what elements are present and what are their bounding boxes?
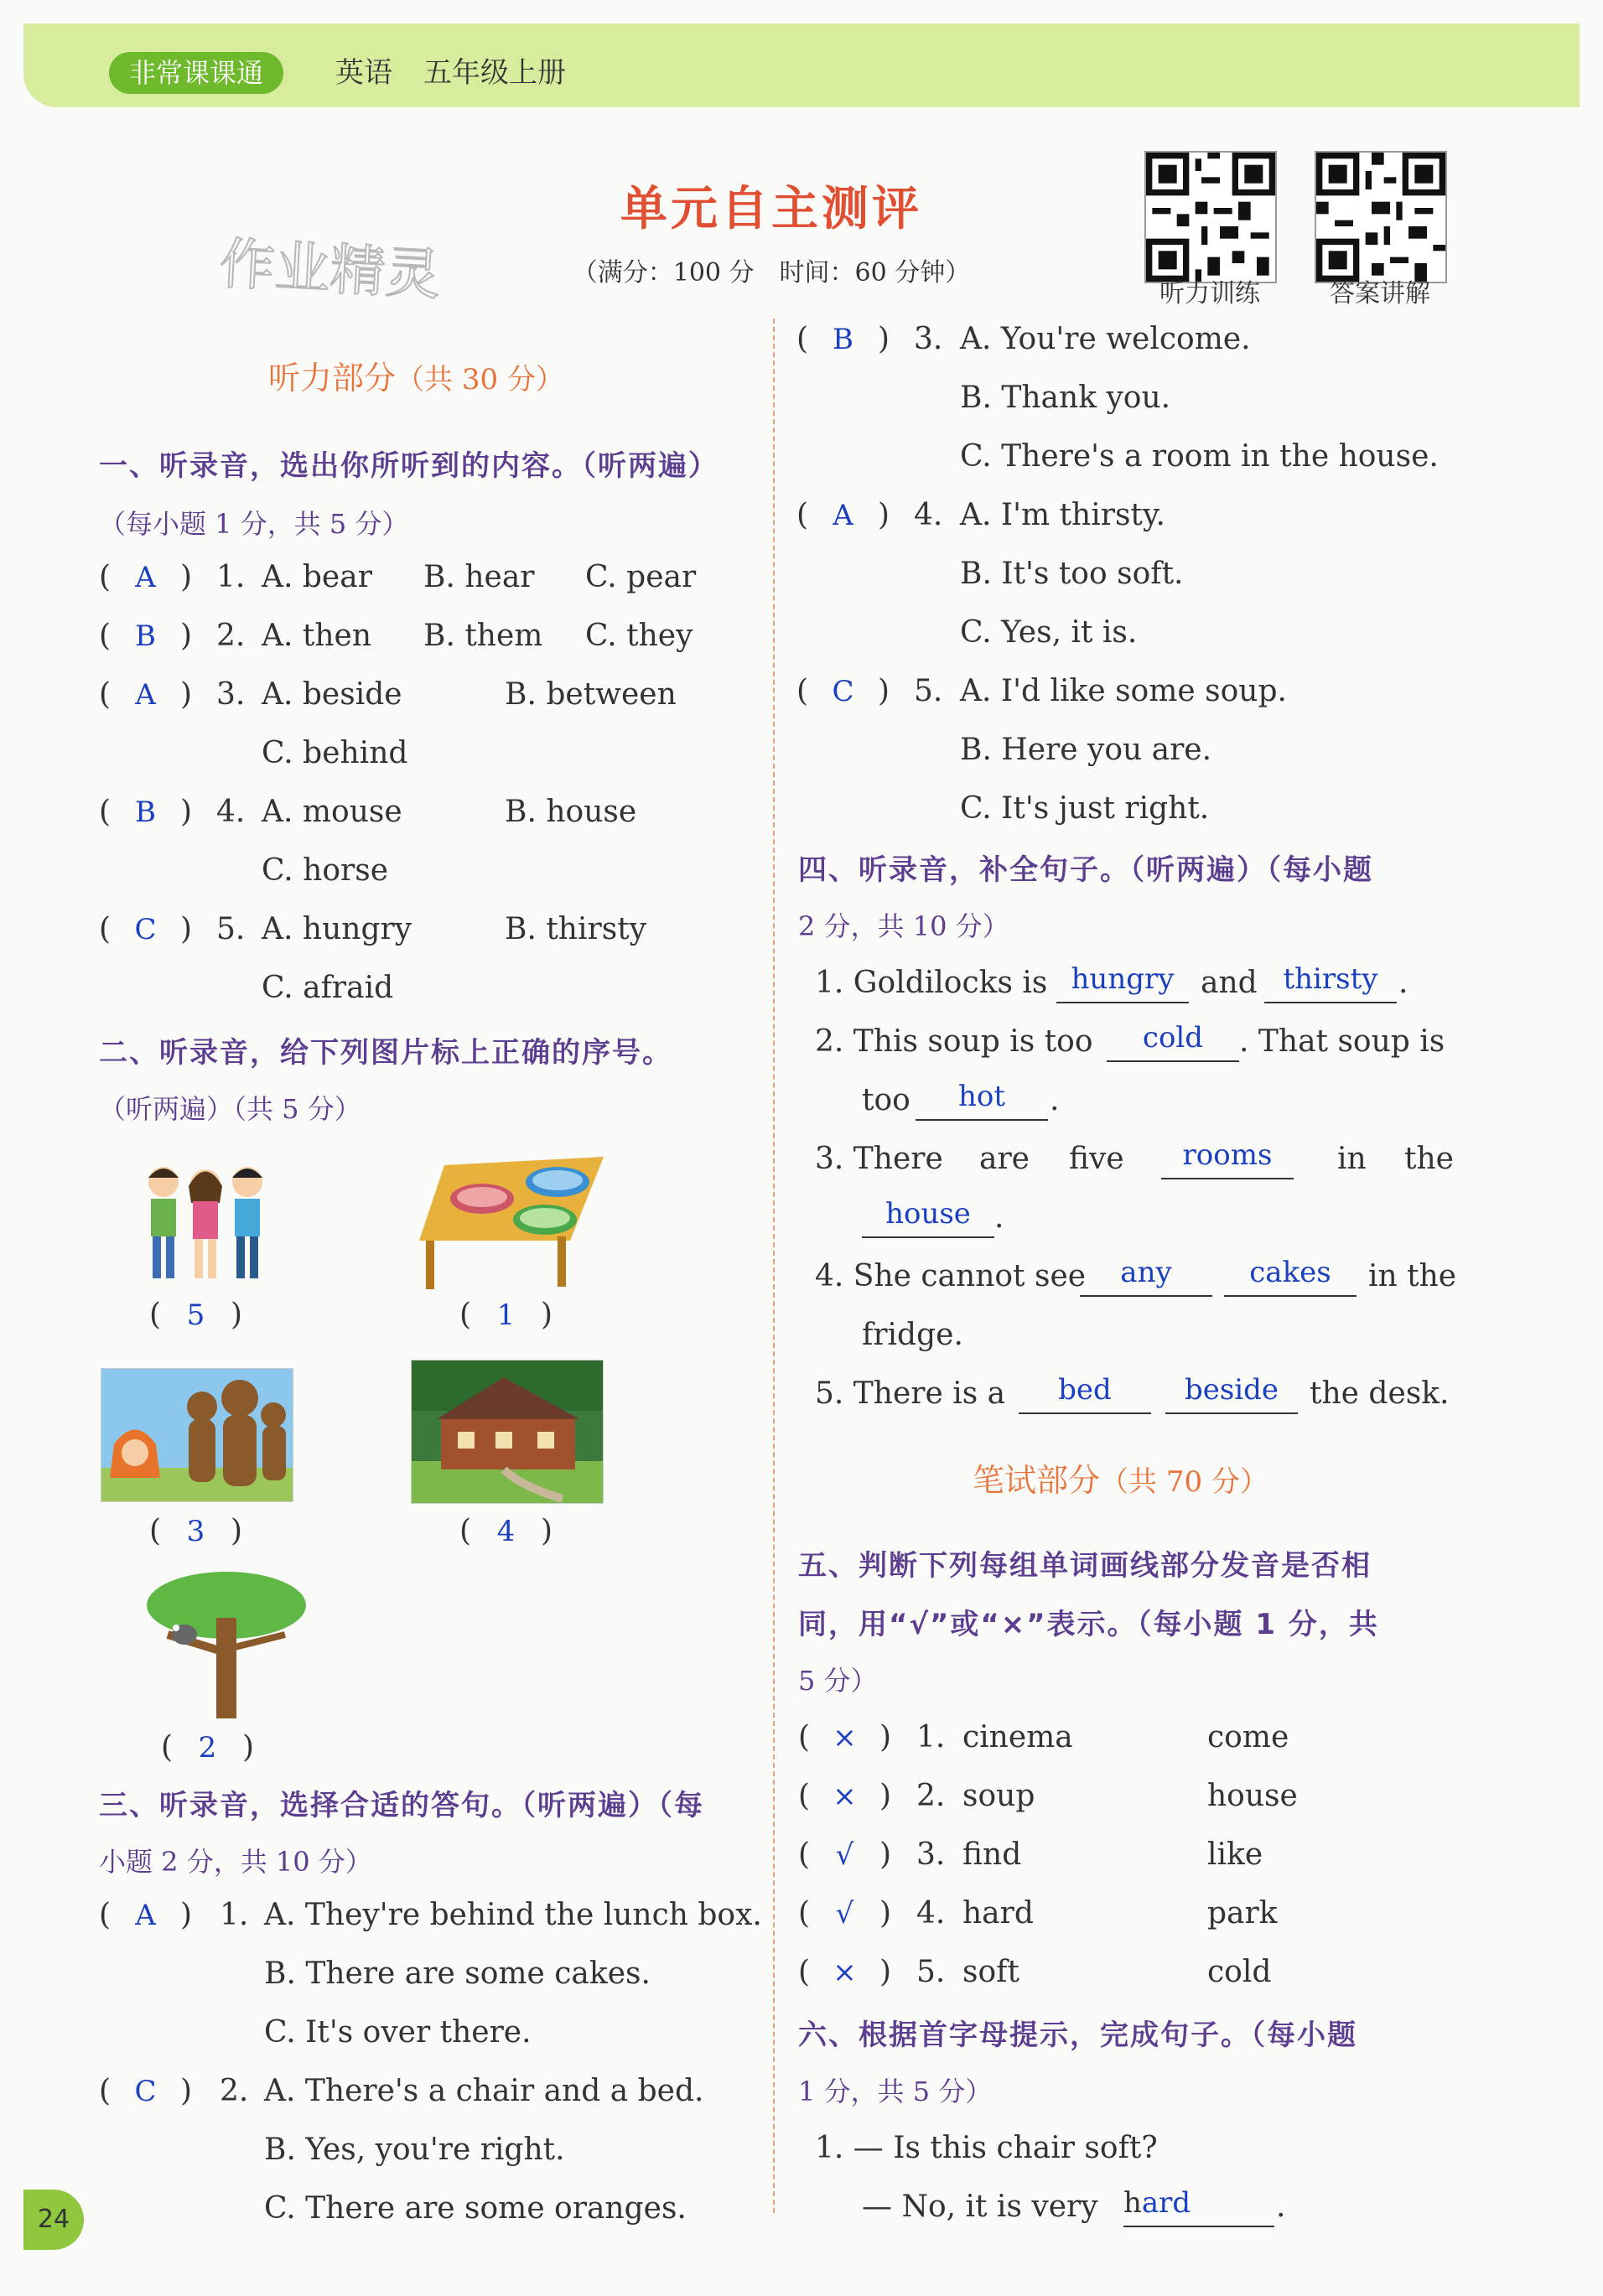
qr-label-listening: 听力训练: [1159, 279, 1260, 308]
answer: C: [134, 913, 157, 946]
q5-note: 5 分）: [798, 1665, 878, 1697]
picture-house: [411, 1360, 604, 1504]
word: are: [979, 1142, 1030, 1176]
option-b: B. between: [505, 677, 677, 712]
word-2: park: [1207, 1896, 1278, 1931]
word: the: [1404, 1142, 1454, 1176]
q5-item-2: ( × ): [798, 1779, 891, 1813]
answer: 2: [198, 1731, 217, 1765]
q4-s1-pre: 1. Goldilocks is: [815, 966, 1048, 1000]
q5-item-3: ( √ ): [798, 1837, 891, 1872]
answer: A: [833, 499, 853, 532]
option-a: A. You're welcome.: [960, 322, 1251, 356]
item-number: 2.: [216, 619, 246, 653]
q6-note: 1 分，共 5 分）: [798, 2076, 993, 2107]
punct: .: [1398, 966, 1408, 1000]
brand-badge: 非常课课通: [109, 52, 283, 94]
option-b: B. Yes, you're right.: [264, 2133, 565, 2167]
answer: A: [135, 1899, 156, 1932]
answer: ×: [833, 1721, 857, 1754]
blank[interactable]: cakes: [1224, 1253, 1357, 1297]
picture-bowls: [411, 1148, 612, 1291]
item-number: 1.: [916, 1720, 946, 1754]
item-number: 1.: [220, 1898, 249, 1932]
item-number: 2.: [916, 1779, 946, 1813]
blank[interactable]: any: [1080, 1253, 1212, 1297]
q4-s5-end: the desk.: [1310, 1376, 1450, 1411]
picture-4-answer: ( 4 ): [459, 1514, 552, 1548]
watermark: 作业精灵: [217, 231, 443, 308]
q2-note: （听两遍）（共 5 分）: [99, 1093, 361, 1125]
listening-heading: 听力部分: [268, 360, 397, 396]
q4-s2-mid: . That soup is: [1239, 1024, 1445, 1059]
blank[interactable]: rooms: [1161, 1136, 1294, 1179]
subject-label: 英语: [335, 56, 392, 90]
q4-s2-pre2: too: [862, 1083, 910, 1117]
writing-section-heading: [973, 1454, 1268, 1500]
q1-item-5: ( C ): [99, 912, 192, 946]
q2-title: 二、听录音，给下列图片标上正确的序号。: [99, 1036, 672, 1070]
listening-score: （共 30 分）: [396, 363, 564, 396]
q3-note: 小题 2 分，共 10 分）: [99, 1846, 372, 1878]
item-number: 3.: [914, 322, 943, 356]
option-c: C. afraid: [262, 971, 394, 1005]
blank[interactable]: cold: [1107, 1018, 1239, 1062]
option-a: A. mouse: [262, 795, 402, 829]
option-a: A. beside: [262, 677, 402, 712]
option-b: B. It's too soft.: [960, 557, 1184, 591]
grade-label: 五年级上册: [423, 56, 566, 90]
q5-title: 五、判断下列每组单词画线部分发音是否相: [798, 1549, 1372, 1583]
q1-item-4: ( B ): [99, 795, 192, 829]
option-c: C. behind: [262, 736, 408, 770]
q1-item-3: ( A ): [99, 677, 192, 712]
picture-tree: [117, 1568, 310, 1718]
q5-item-1: ( × ): [798, 1720, 891, 1754]
q1-item-2: ( B ): [99, 619, 192, 653]
answer: C: [832, 675, 854, 708]
word-1: soft: [962, 1955, 1019, 1989]
blank[interactable]: thirsty: [1264, 960, 1397, 1003]
answer: 5: [186, 1298, 205, 1332]
answer-fill: ard: [1141, 2186, 1191, 2220]
qr-code-listening[interactable]: [1144, 151, 1277, 283]
item-number: 2.: [220, 2074, 249, 2108]
item-number: 5.: [916, 1955, 946, 1989]
page-number: 24: [23, 2190, 84, 2250]
writing-score: （共 70 分）: [1100, 1465, 1268, 1499]
answer: B: [833, 323, 853, 356]
q5-item-5: ( × ): [798, 1955, 891, 1989]
blank[interactable]: hot: [916, 1077, 1048, 1121]
q4-s1-mid: and: [1201, 966, 1258, 1000]
answer: A: [135, 561, 156, 594]
item-number: 4.: [914, 498, 943, 532]
answer: √: [835, 1897, 854, 1931]
word-1: find: [962, 1837, 1022, 1872]
q4-title: 四、听录音，补全句子。（听两遍）（每小题: [798, 853, 1373, 887]
picture-1-answer: ( 5 ): [149, 1298, 242, 1332]
picture-3-answer: ( 3 ): [149, 1514, 242, 1548]
option-c: C. pear: [585, 560, 697, 594]
option-a: A. then: [262, 619, 372, 653]
q3-item-4: ( A ): [796, 498, 890, 532]
q4-s2-pre: 2. This soup is too: [815, 1024, 1093, 1059]
writing-heading: 笔试部分: [973, 1462, 1101, 1499]
answer: 1: [496, 1298, 516, 1332]
option-a: A. I'd like some soup.: [960, 674, 1287, 708]
word-2: like: [1207, 1837, 1263, 1872]
option-b: B. house: [505, 795, 637, 829]
answer: B: [135, 619, 156, 653]
answer: √: [835, 1838, 854, 1872]
q4-s5-pre: 5. There is a: [815, 1376, 1006, 1411]
option-a: A. There's a chair and a bed.: [264, 2074, 704, 2108]
word-1: cinema: [962, 1720, 1073, 1754]
word: in: [1337, 1142, 1367, 1176]
q1-title: 一、听录音，选出你所听到的内容。（听两遍）: [99, 449, 718, 483]
item-number: 3.: [916, 1837, 946, 1872]
picture-5-answer: ( 2 ): [161, 1730, 254, 1765]
blank[interactable]: bed: [1019, 1371, 1151, 1414]
item-number: 4.: [216, 795, 246, 829]
q1-note: （每小题 1 分，共 5 分）: [99, 508, 409, 540]
option-b: B. them: [423, 619, 543, 653]
picture-bears: [101, 1368, 293, 1502]
option-c: C. they: [585, 619, 693, 653]
answer: C: [134, 2075, 157, 2108]
option-c: C. There are some oranges.: [264, 2191, 687, 2226]
column-divider: [773, 319, 775, 2213]
word: five: [1069, 1142, 1124, 1176]
option-b: B. hear: [423, 560, 535, 594]
q4-s4-pre: 4. She cannot see: [815, 1259, 1087, 1293]
option-a: A. They're behind the lunch box.: [264, 1898, 762, 1932]
punct: .: [994, 1200, 1004, 1235]
page-subtitle: （满分：100 分 时间：60 分钟）: [572, 258, 971, 288]
word-2: come: [1207, 1720, 1289, 1754]
punct: .: [1050, 1083, 1060, 1117]
q4-note: 2 分，共 10 分）: [798, 910, 1009, 942]
hint-letter: h: [1123, 2186, 1142, 2220]
q4-s3-pre: 3. There: [815, 1142, 943, 1176]
option-c: C. Yes, it is.: [960, 615, 1138, 650]
q3-item-5: ( C ): [796, 674, 890, 708]
blank[interactable]: hungry: [1056, 960, 1189, 1003]
blank[interactable]: house: [862, 1195, 994, 1238]
qr-code-answers[interactable]: [1315, 151, 1447, 283]
item-number: 5.: [216, 912, 246, 946]
item-number: 1.: [216, 560, 246, 594]
q6-title: 六、根据首字母提示，完成句子。（每小题: [798, 2019, 1357, 2052]
qr-label-answers: 答案讲解: [1330, 279, 1430, 308]
item-number: 5.: [914, 674, 943, 708]
blank[interactable]: beside: [1165, 1371, 1298, 1414]
q3-title: 三、听录音，选择合适的答句。（听两遍）（每: [99, 1789, 704, 1822]
option-c: C. It's over there.: [264, 2015, 532, 2050]
answer: 3: [186, 1515, 205, 1548]
q6-blank[interactable]: [1123, 2184, 1274, 2227]
q3-item-2: ( C ): [99, 2074, 192, 2108]
option-c: C. horse: [262, 853, 388, 888]
picture-2-answer: ( 1 ): [459, 1298, 552, 1332]
answer: ×: [833, 1956, 857, 1989]
picture-children: [134, 1153, 277, 1287]
option-b: B. Here you are.: [960, 733, 1212, 767]
word-1: soup: [962, 1779, 1035, 1813]
q3-item-1: ( A ): [99, 1898, 192, 1932]
q4-s4-end: in the: [1368, 1259, 1457, 1293]
q5-title2: 同，用“√”或“×”表示。（每小题 1 分，共: [798, 1608, 1379, 1641]
answer: ×: [833, 1780, 857, 1813]
option-b: B. Thank you.: [960, 381, 1171, 415]
answer: B: [135, 796, 156, 829]
word-2: cold: [1207, 1955, 1272, 1989]
punct: .: [1276, 2190, 1286, 2224]
answer: 4: [496, 1515, 516, 1548]
listening-section-heading: [268, 352, 564, 398]
page-title: 单元自主测评: [620, 182, 922, 236]
option-b: B. There are some cakes.: [264, 1957, 651, 1991]
item-number: 3.: [216, 677, 246, 712]
q3-item-3: ( B ): [796, 322, 890, 356]
q6-line-1: 1. — Is this chair soft?: [815, 2131, 1158, 2165]
item-number: 4.: [916, 1896, 946, 1931]
answer: A: [135, 678, 156, 712]
word-1: hard: [962, 1896, 1034, 1931]
option-a: A. bear: [262, 560, 372, 594]
option-b: B. thirsty: [505, 912, 646, 946]
q5-item-4: ( √ ): [798, 1896, 891, 1931]
q1-item-1: ( A ): [99, 560, 192, 594]
option-c: C. There's a room in the house.: [960, 439, 1439, 474]
option-a: A. hungry: [262, 912, 412, 946]
option-c: C. It's just right.: [960, 791, 1210, 826]
q6-line-2: — No, it is very: [862, 2190, 1098, 2224]
option-a: A. I'm thirsty.: [960, 498, 1165, 532]
q4-s4-line2: fridge.: [862, 1318, 963, 1352]
word-2: house: [1207, 1779, 1298, 1813]
